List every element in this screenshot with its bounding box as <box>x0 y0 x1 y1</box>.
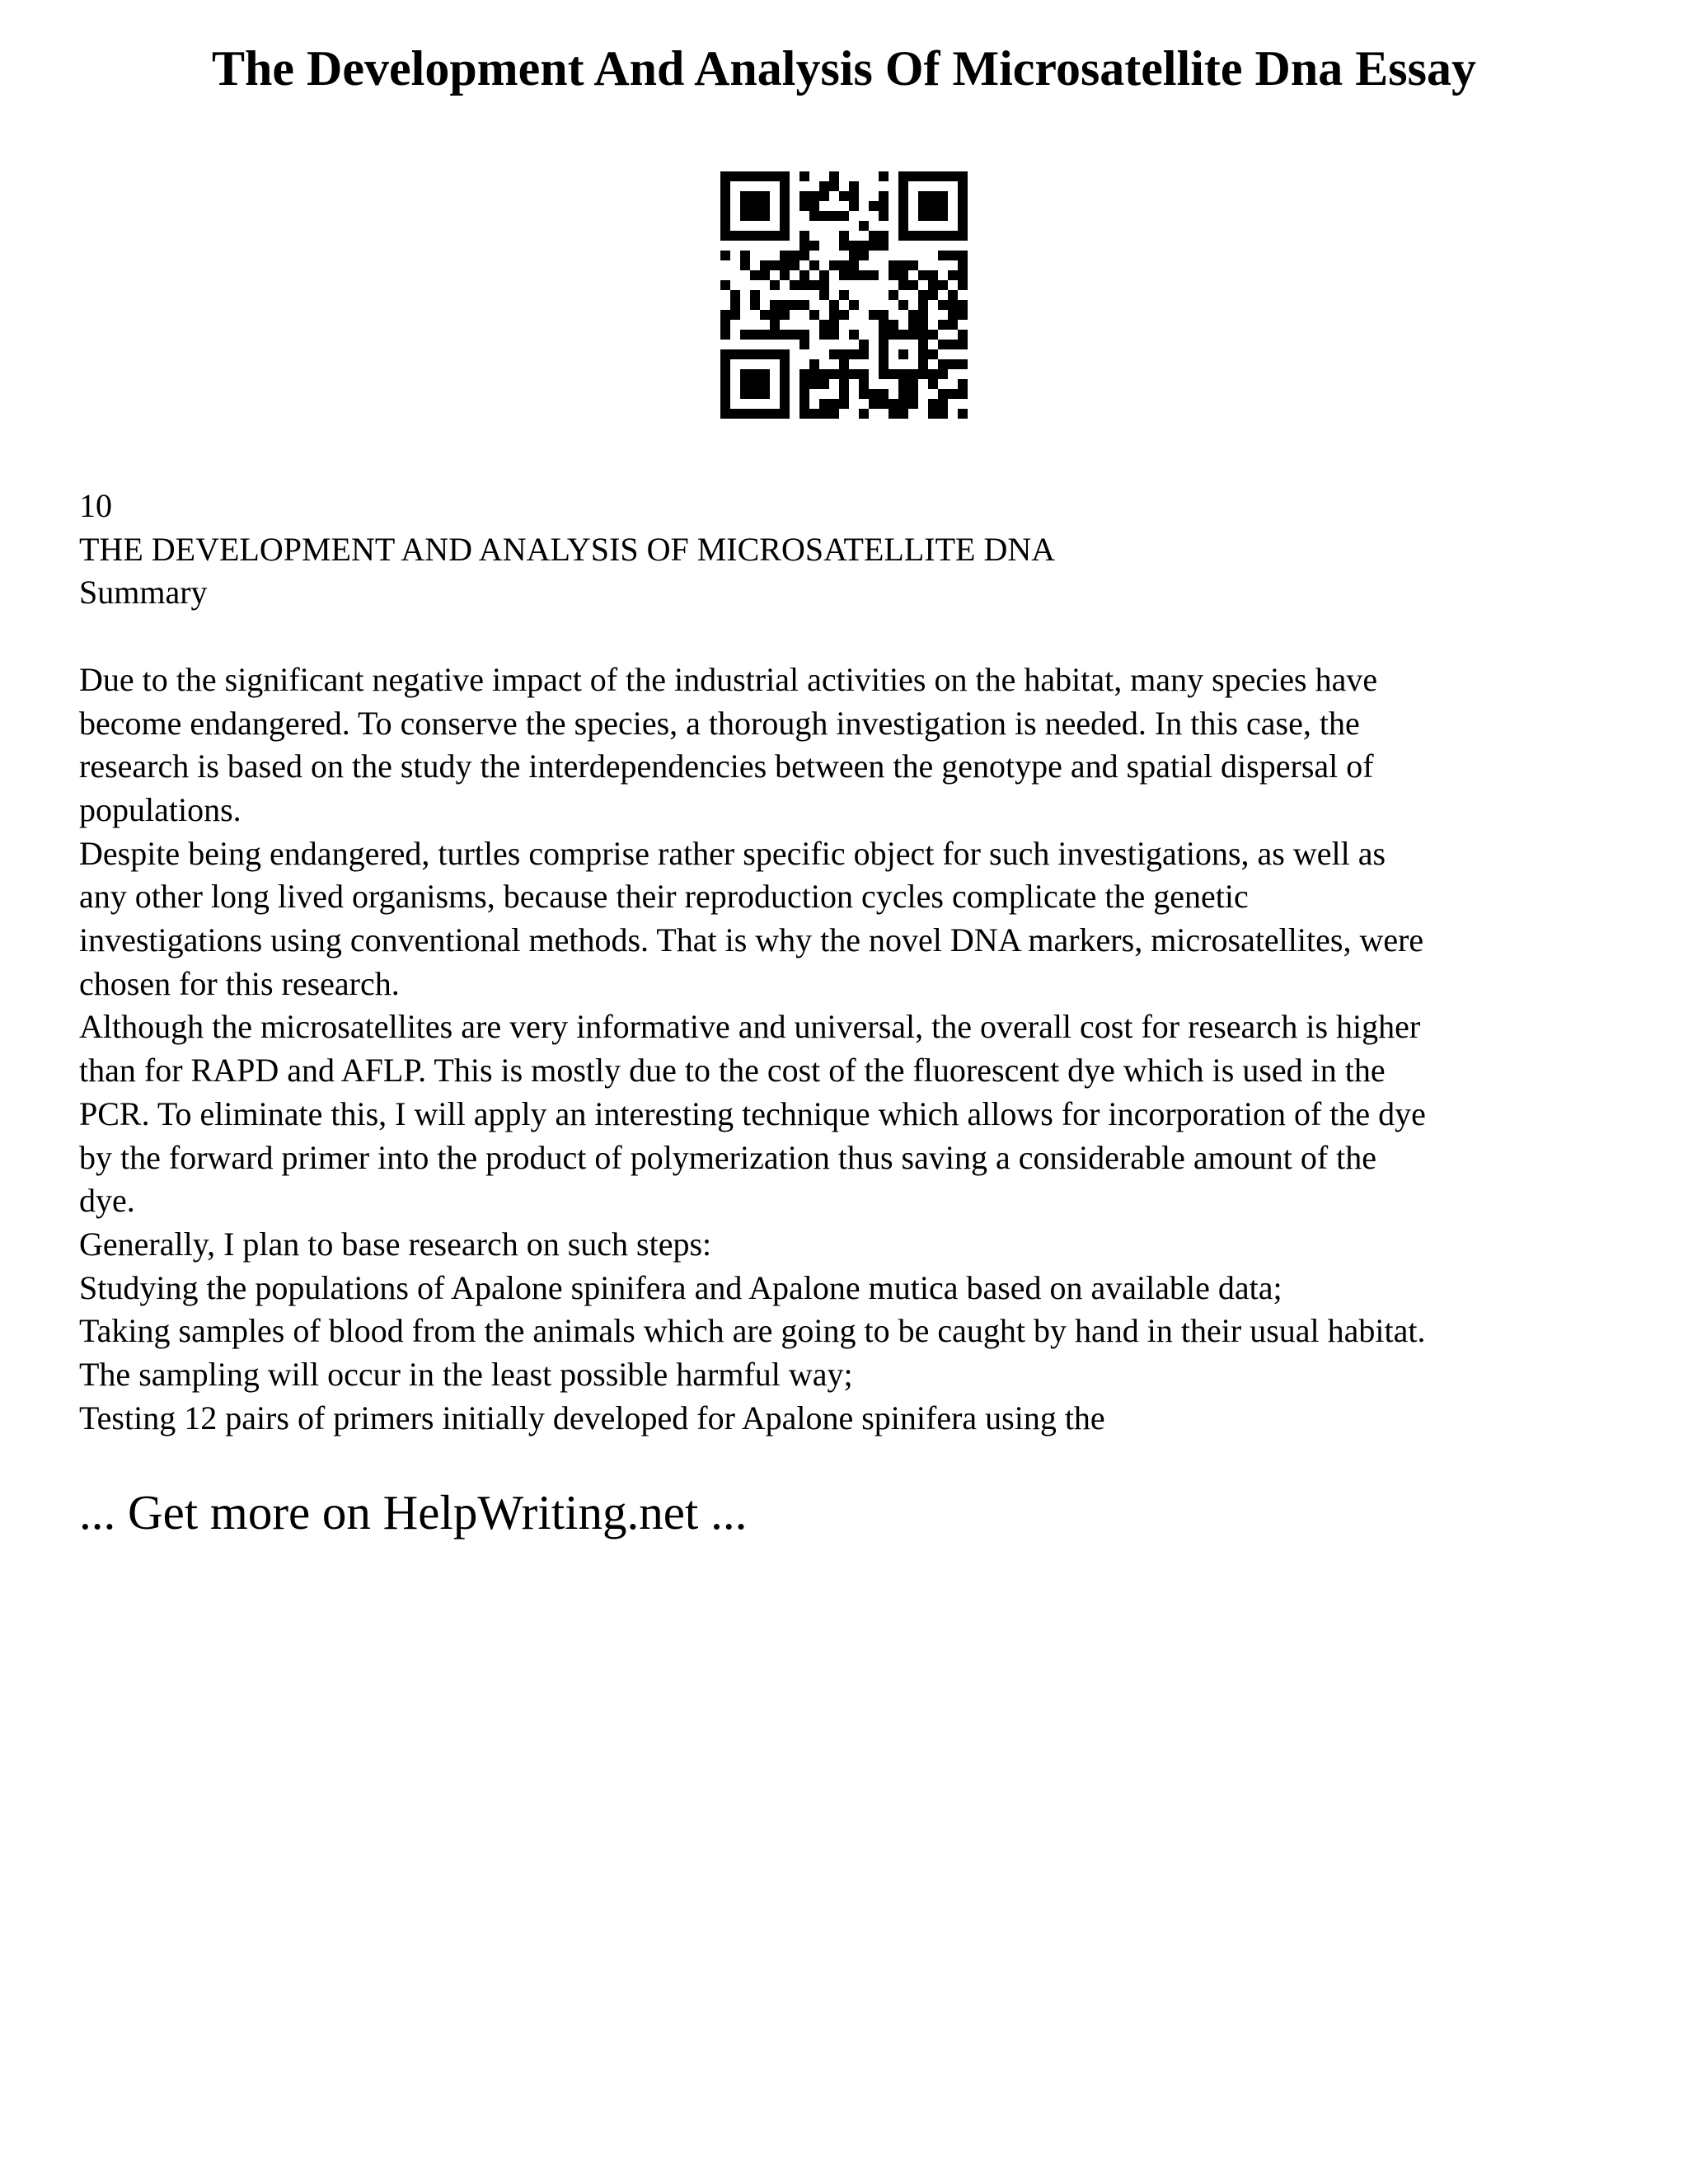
paragraph-list <box>79 658 1629 1441</box>
paragraph <box>79 1223 1629 1267</box>
paragraph <box>79 658 1629 832</box>
paragraph-line: Although the microsatellites are very informative and universal, the overall cost for research is higher <box>79 1008 1421 1046</box>
section-label: Summary <box>79 574 208 612</box>
paragraph-line: Studying the populations of Apalone spinifera and Apalone mutica based on available data; <box>79 1268 1282 1306</box>
paragraph-line: The sampling will occur in the least possible harmful way; <box>79 1356 853 1394</box>
get-more-link[interactable]: ... Get more on HelpWriting.net ... <box>79 1485 748 1540</box>
paragraph-line: research is based on the study the interdependencies between the genotype and spatial dispersal of <box>79 748 1374 785</box>
document-body <box>79 485 1629 1440</box>
paragraph <box>79 1310 1629 1396</box>
paragraph-line: PCR. To eliminate this, I will apply an interesting technique which allows for incorporation of the dye <box>79 1094 1426 1132</box>
paragraph-line: become endangered. To conserve the species, a thorough investigation is needed. In this case, the <box>79 704 1360 742</box>
spacer <box>79 615 1629 658</box>
document-title: The Development And Analysis Of Microsatellite Dna Essay <box>212 41 1476 96</box>
qr-code-icon <box>720 171 968 419</box>
paragraph-line: populations. <box>79 790 241 828</box>
paragraph-line: Due to the significant negative impact of the industrial activities on the habitat, many species have <box>79 660 1378 698</box>
paragraph-line: by the forward primer into the product of polymerization thus saving a considerable amount of the <box>79 1138 1377 1176</box>
paragraph <box>79 1267 1629 1310</box>
document-heading: THE DEVELOPMENT AND ANALYSIS OF MICROSATELLITE DNA <box>79 530 1056 568</box>
page-number: 10 <box>79 487 112 524</box>
paragraph-line: any other long lived organisms, because their reproduction cycles complicate the genetic <box>79 878 1249 916</box>
paragraph-line: chosen for this research. <box>79 964 400 1002</box>
paragraph-line: dye. <box>79 1182 135 1220</box>
paragraph-line: than for RAPD and AFLP. This is mostly due to the cost of the fluorescent dye which is used in the <box>79 1052 1386 1090</box>
paragraph-line: Taking samples of blood from the animals which are going to be caught by hand in their usual habitat. <box>79 1312 1426 1350</box>
paragraph-line: Generally, I plan to base research on such steps: <box>79 1225 712 1263</box>
paragraph <box>79 832 1629 1006</box>
paragraph-line: Despite being endangered, turtles comprise rather specific object for such investigations, as well as <box>79 834 1386 872</box>
paragraph <box>79 1005 1629 1223</box>
paragraph <box>79 1397 1629 1441</box>
paragraph-line: Testing 12 pairs of primers initially developed for Apalone spinifera using the <box>79 1399 1105 1436</box>
paragraph-line: investigations using conventional methods. That is why the novel DNA markers, microsatellites, were <box>79 921 1424 959</box>
